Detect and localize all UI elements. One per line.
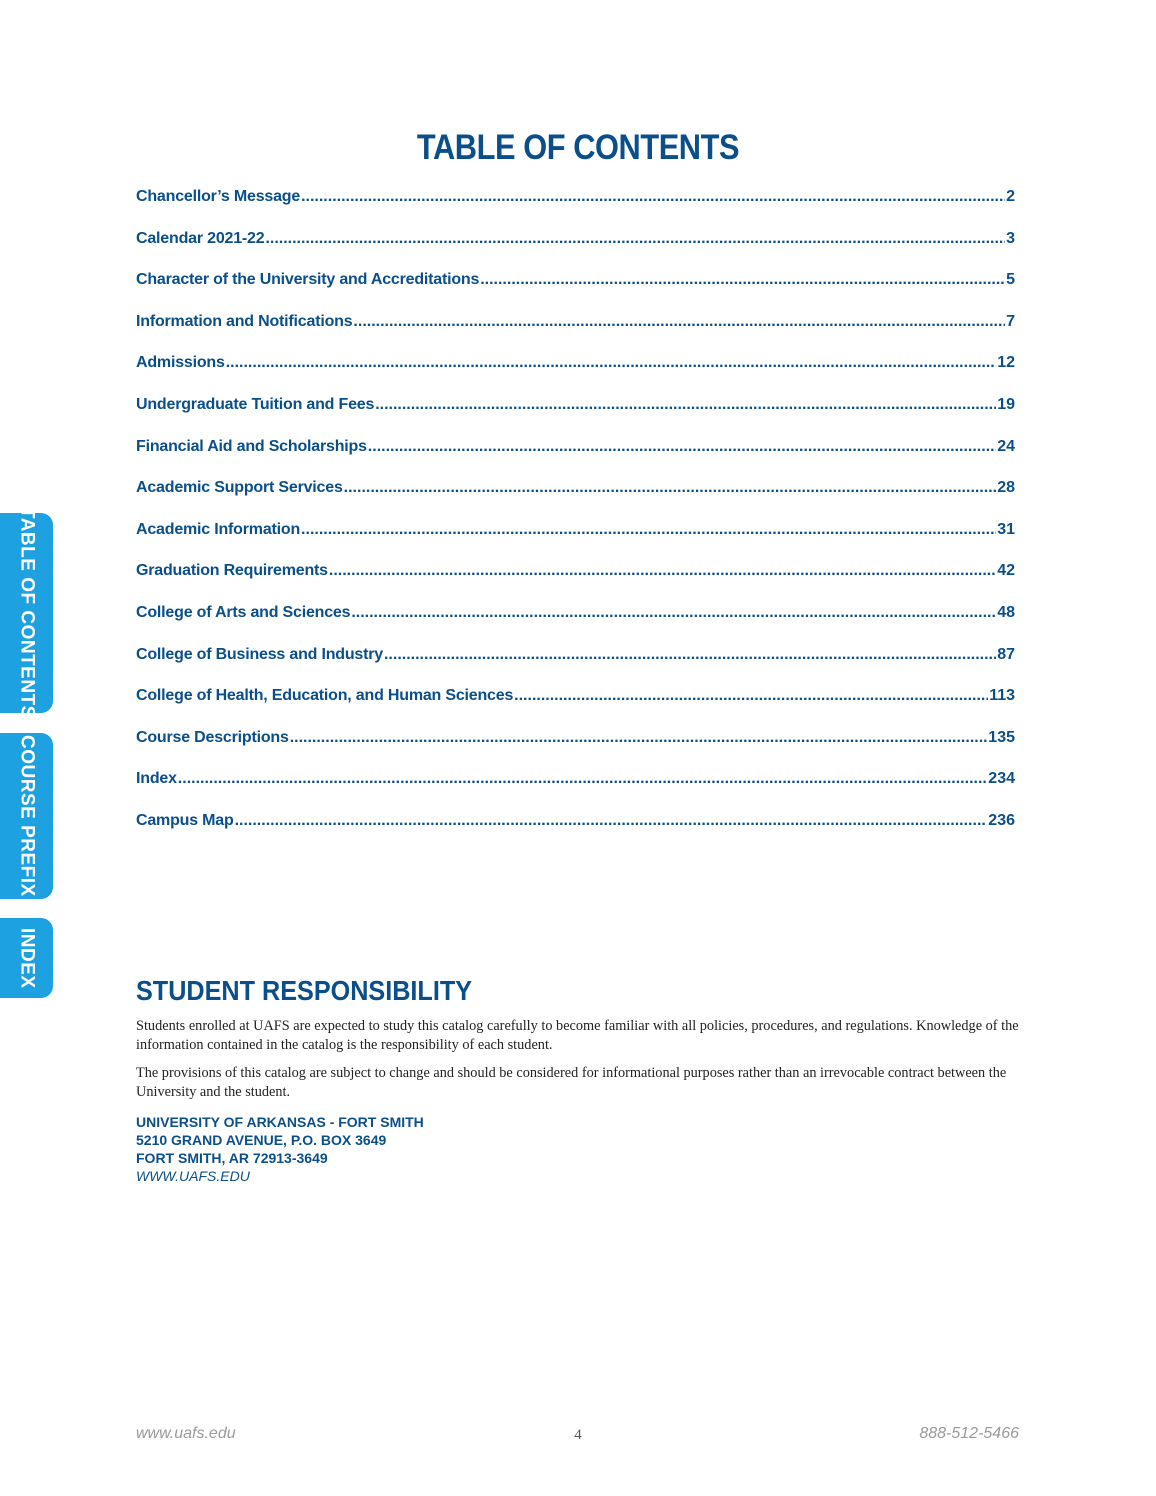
- toc-entry[interactable]: [136, 812, 1015, 854]
- address-line: FORT SMITH, AR 72913-3649: [136, 1150, 328, 1166]
- toc-entry-page: 48: [997, 603, 1015, 621]
- toc-entry[interactable]: [136, 604, 1015, 646]
- toc-entry-page: 42: [997, 562, 1015, 580]
- responsibility-paragraph: The provisions of this catalog are subject to change and should be considered for informational purposes rather than an irrevocable contract between the University and the student.: [136, 1065, 1007, 1100]
- toc-entry-label: Admissions: [136, 354, 225, 372]
- toc-entry-label: College of Business and Industry: [136, 645, 383, 663]
- website-link[interactable]: WWW.UAFS.EDU: [136, 1168, 250, 1184]
- toc-entry-label: Course Descriptions: [136, 728, 289, 746]
- toc-leader-dots: [375, 396, 996, 414]
- toc-entry-label: Graduation Requirements: [136, 562, 328, 580]
- toc-entry[interactable]: [136, 438, 1015, 480]
- footer-page-number: 4: [574, 1427, 582, 1443]
- toc-leader-dots: [351, 604, 996, 622]
- footer-phone: 888-512-5466: [919, 1425, 1019, 1442]
- toc-leader-dots: [329, 562, 996, 580]
- toc-leader-dots: [353, 313, 1005, 331]
- toc-entry-page: 236: [988, 811, 1015, 829]
- toc-list: [136, 188, 1015, 854]
- toc-title: TABLE OF CONTENTS: [416, 128, 740, 167]
- toc-entry-label: Academic Information: [136, 520, 301, 538]
- toc-entry-page: 87: [997, 645, 1015, 663]
- toc-entry-page: 135: [988, 728, 1015, 746]
- toc-entry-label: Undergraduate Tuition and Fees: [136, 395, 375, 413]
- toc-leader-dots: [290, 729, 988, 747]
- side-tab-course-prefix[interactable]: [0, 733, 53, 899]
- side-tab-label: TABLE OF CONTENTS: [16, 507, 38, 719]
- address-line: UNIVERSITY OF ARKANSAS - FORT SMITH: [136, 1114, 424, 1130]
- toc-entry[interactable]: [136, 729, 1015, 771]
- toc-entry-page: 234: [988, 770, 1015, 788]
- toc-entry-label: College of Health, Education, and Human Sciences: [136, 687, 514, 705]
- toc-leader-dots: [178, 770, 988, 788]
- toc-entry[interactable]: [136, 313, 1015, 355]
- toc-entry-page: 19: [997, 395, 1015, 413]
- toc-entry-page: 28: [997, 479, 1015, 497]
- toc-entry[interactable]: [136, 354, 1015, 396]
- toc-entry-label: Campus Map: [136, 811, 234, 829]
- toc-entry-page: 3: [1006, 229, 1015, 247]
- toc-leader-dots: [235, 812, 988, 830]
- toc-entry[interactable]: [136, 479, 1015, 521]
- side-tab-label: INDEX: [16, 927, 38, 989]
- toc-entry[interactable]: [136, 188, 1015, 230]
- toc-leader-dots: [344, 479, 997, 497]
- toc-entry-label: Index: [136, 770, 177, 788]
- toc-leader-dots: [480, 271, 1005, 289]
- student-responsibility-heading: STUDENT RESPONSIBILITY: [136, 975, 473, 1006]
- toc-leader-dots: [368, 438, 996, 456]
- toc-leader-dots: [514, 687, 988, 705]
- toc-entry-label: College of Arts and Sciences: [136, 603, 351, 621]
- toc-leader-dots: [265, 230, 1005, 248]
- toc-entry-page: 113: [989, 687, 1015, 705]
- toc-entry-page: 5: [1006, 271, 1015, 289]
- toc-entry[interactable]: [136, 562, 1015, 604]
- toc-entry[interactable]: [136, 687, 1015, 729]
- side-tab-table-of-contents[interactable]: [0, 507, 53, 719]
- toc-entry-page: 2: [1006, 188, 1015, 205]
- toc-entry[interactable]: [136, 521, 1015, 563]
- toc-leader-dots: [384, 646, 996, 664]
- side-tab-label: COURSE PREFIX: [16, 735, 38, 897]
- toc-entry-label: Calendar 2021-22: [136, 229, 265, 247]
- address-line: 5210 GRAND AVENUE, P.O. BOX 3649: [136, 1132, 387, 1148]
- toc-entry-label: Academic Support Services: [136, 479, 343, 497]
- toc-leader-dots: [301, 521, 996, 539]
- toc-entry[interactable]: [136, 396, 1015, 438]
- toc-entry-label: Chancellor’s Message: [136, 188, 301, 205]
- toc-entry-label: Information and Notifications: [136, 312, 353, 330]
- toc-entry-label: Character of the University and Accreditations: [136, 271, 480, 289]
- toc-entry-page: 24: [997, 437, 1015, 455]
- toc-entry[interactable]: [136, 230, 1015, 272]
- university-address: [136, 1113, 424, 1185]
- toc-entry[interactable]: [136, 271, 1015, 313]
- toc-entry[interactable]: [136, 646, 1015, 688]
- toc-entry-page: 7: [1006, 312, 1015, 330]
- toc-entry[interactable]: [136, 770, 1015, 812]
- toc-leader-dots: [301, 188, 1005, 206]
- toc-entry-label: Financial Aid and Scholarships: [136, 437, 367, 455]
- toc-entry-page: 12: [997, 354, 1015, 372]
- side-tab-index[interactable]: [0, 918, 53, 998]
- toc-leader-dots: [226, 354, 997, 372]
- footer-website[interactable]: www.uafs.edu: [136, 1425, 236, 1442]
- toc-entry-page: 31: [997, 520, 1015, 538]
- responsibility-paragraph: Students enrolled at UAFS are expected to study this catalog carefully to become familiar with all policies, procedures, and regulations. Knowledge of the information contained in the catalog is the responsibility of each student.: [136, 1018, 1019, 1053]
